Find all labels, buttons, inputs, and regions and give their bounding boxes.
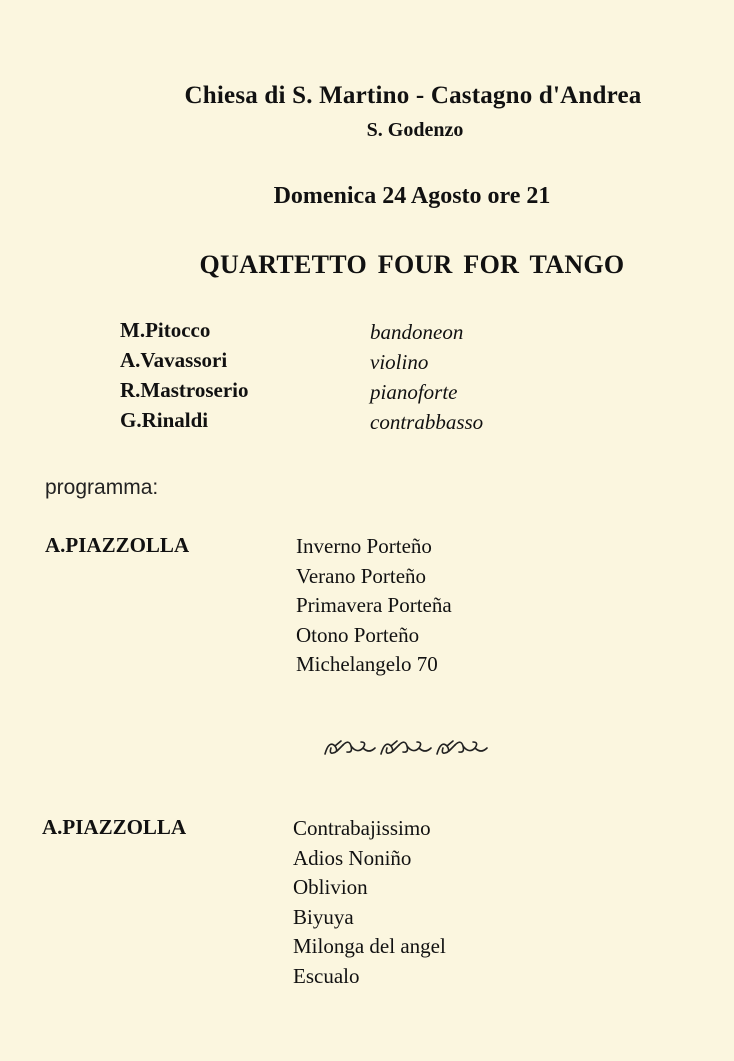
musician-row	[120, 408, 540, 438]
musician-name: A.Vavassori	[120, 348, 228, 372]
ensemble-name: QUARTETTO FOUR FOR TANGO	[199, 250, 625, 279]
musician-instrument: pianoforte	[370, 380, 458, 404]
venue-town: S. Godenzo	[366, 119, 464, 141]
piece-title: Milonga del angel	[293, 934, 446, 959]
piece-title: Escualo	[293, 963, 360, 988]
piece-title: Biyuya	[293, 904, 354, 929]
piece-title: Michelangelo 70	[296, 652, 438, 677]
piece-title: Otono Porteño	[296, 622, 420, 647]
musician-instrument: contrabbasso	[370, 410, 484, 434]
musician-row	[120, 318, 540, 348]
musician-name: M.Pitocco	[120, 318, 211, 342]
program-label: programma:	[45, 476, 159, 499]
musician-row	[120, 378, 540, 408]
piece-title: Contrabajissimo	[293, 816, 431, 840]
composer-name: A.PIAZZOLLA	[42, 815, 187, 839]
piece-list	[293, 815, 446, 993]
musician-instrument: violino	[370, 350, 429, 374]
piece-list	[296, 533, 452, 681]
ornamental-divider-icon	[323, 736, 493, 765]
concert-date: Domenica 24 Agosto ore 21	[273, 183, 551, 209]
musician-list	[120, 318, 540, 438]
piece-title: Verano Porteño	[296, 563, 427, 588]
musician-name: R.Mastroserio	[120, 378, 249, 402]
musician-row	[120, 348, 540, 378]
piece-title: Primavera Porteña	[296, 593, 452, 618]
piece-title: Oblivion	[293, 875, 368, 900]
venue-title: Chiesa di S. Martino - Castagno d'Andrea	[184, 82, 642, 109]
musician-name: G.Rinaldi	[120, 408, 209, 432]
composer-name: A.PIAZZOLLA	[45, 533, 190, 557]
piece-title: Inverno Porteño	[296, 534, 432, 558]
piece-title: Adios Noniño	[293, 845, 412, 870]
musician-instrument: bandoneon	[370, 320, 464, 344]
